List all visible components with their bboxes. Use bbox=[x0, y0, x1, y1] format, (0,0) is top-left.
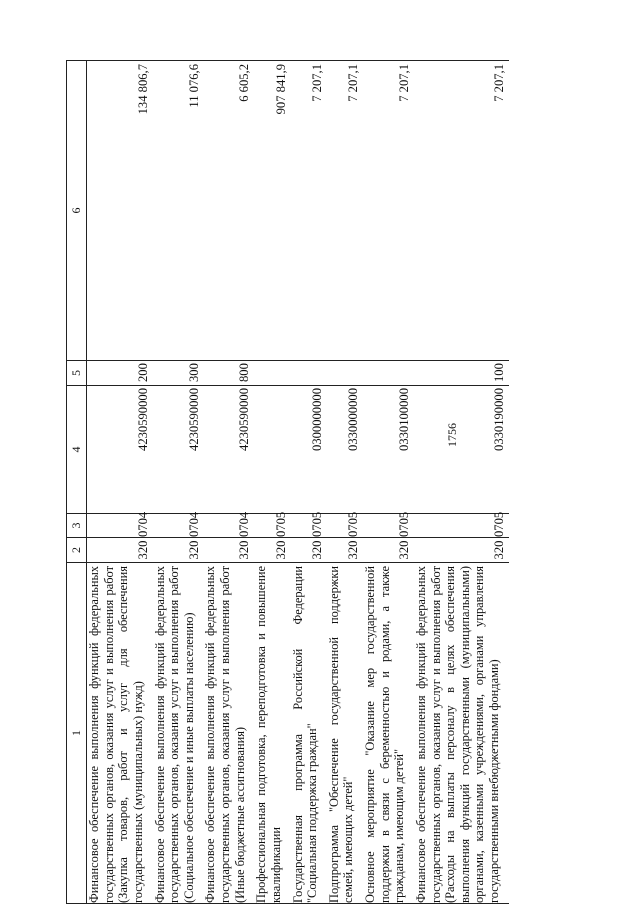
row-amount: 7 207,1 bbox=[414, 61, 509, 361]
table-row bbox=[327, 61, 363, 904]
header-col-2: 2 bbox=[67, 538, 87, 563]
row-section: 0705 bbox=[414, 514, 509, 538]
row-name: Финансовое обеспечение выполнения функций федеральных государственных органов, оказания услуг и выполнения работ (Закупка товаров, работ и услуг для обеспечения государственных (муниципальных) нужд) bbox=[87, 563, 153, 904]
budget-table bbox=[66, 60, 509, 904]
row-amount: 7 207,1 bbox=[327, 61, 363, 361]
table-row bbox=[254, 61, 290, 904]
table-row bbox=[363, 61, 414, 904]
row-name: Государственная программа Российской Федерации "Социальная поддержка граждан" bbox=[291, 563, 327, 904]
header-col-4: 4 bbox=[67, 386, 87, 514]
row-expense-type bbox=[254, 361, 290, 386]
header-col-5: 5 bbox=[67, 361, 87, 386]
row-target-article: 0330000000 bbox=[327, 386, 363, 514]
row-expense-type bbox=[363, 361, 414, 386]
row-target-article: 4230590000 bbox=[203, 386, 254, 514]
row-amount: 7 207,1 bbox=[363, 61, 414, 361]
row-target-article: 0300000000 bbox=[291, 386, 327, 514]
row-target-article: 4230590000 bbox=[153, 386, 204, 514]
table-row bbox=[414, 61, 509, 904]
row-expense-type: 200 bbox=[87, 361, 153, 386]
row-amount: 134 806,7 bbox=[87, 61, 153, 361]
header-col-3: 3 bbox=[67, 514, 87, 538]
header-col-1: 1 bbox=[67, 563, 87, 904]
row-section: 0704 bbox=[153, 514, 204, 538]
row-amount: 7 207,1 bbox=[291, 61, 327, 361]
row-name: Подпрограмма "Обеспечение государственной поддержки семей, имеющих детей" bbox=[327, 563, 363, 904]
row-expense-type: 800 bbox=[203, 361, 254, 386]
row-grbs: 320 bbox=[291, 538, 327, 563]
row-grbs: 320 bbox=[87, 538, 153, 563]
row-amount: 907 841,9 bbox=[254, 61, 290, 361]
row-grbs: 320 bbox=[153, 538, 204, 563]
row-expense-type bbox=[291, 361, 327, 386]
row-grbs: 320 bbox=[363, 538, 414, 563]
row-expense-type: 300 bbox=[153, 361, 204, 386]
row-target-article bbox=[254, 386, 290, 514]
table-row bbox=[203, 61, 254, 904]
header-col-6: 6 bbox=[67, 61, 87, 361]
row-grbs: 320 bbox=[254, 538, 290, 563]
row-grbs: 320 bbox=[327, 538, 363, 563]
header-row bbox=[67, 61, 87, 904]
row-grbs: 320 bbox=[414, 538, 509, 563]
row-section: 0704 bbox=[203, 514, 254, 538]
row-name: Финансовое обеспечение выполнения функций федеральных государственных органов, оказания услуг и выполнения работ (Социальное обеспечение и иные выплаты населению) bbox=[153, 563, 204, 904]
row-name: Финансовое обеспечение выполнения функций федеральных государственных органов, оказания услуг и выполнения работ (Иные бюджетные ассигнования) bbox=[203, 563, 254, 904]
row-section: 0705 bbox=[291, 514, 327, 538]
row-target-article: 4230590000 bbox=[87, 386, 153, 514]
row-expense-type: 100 bbox=[414, 361, 509, 386]
page-number: 1756 bbox=[445, 423, 459, 447]
row-section: 0705 bbox=[363, 514, 414, 538]
row-name: Основное мероприятие "Оказание мер государственной поддержки в связи с беременностью и родами, а также гражданам, имеющим детей" bbox=[363, 563, 414, 904]
row-section: 0705 bbox=[254, 514, 290, 538]
row-grbs: 320 bbox=[203, 538, 254, 563]
row-target-article: 0330100000 bbox=[363, 386, 414, 514]
table-row bbox=[291, 61, 327, 904]
row-name: Профессиональная подготовка, переподготовка и повышение квалификации bbox=[254, 563, 290, 904]
row-section: 0705 bbox=[327, 514, 363, 538]
row-amount: 11 076,6 bbox=[153, 61, 204, 361]
row-section: 0704 bbox=[87, 514, 153, 538]
row-expense-type bbox=[327, 361, 363, 386]
row-target-article: 0330190000 bbox=[414, 386, 509, 514]
rotated-page bbox=[66, 61, 581, 904]
row-amount: 6 605,2 bbox=[203, 61, 254, 361]
table-row bbox=[87, 61, 153, 904]
row-name: Финансовое обеспечение выполнения функций федеральных государственных органов, оказания услуг и выполнения работ (Расходы на выплаты персоналу в целях обеспечения выполнения функций государственными (муниципальными) органами, казенными учреждениями, органами управления государственными внебюджетными фондами) bbox=[414, 563, 509, 904]
table-row bbox=[153, 61, 204, 904]
